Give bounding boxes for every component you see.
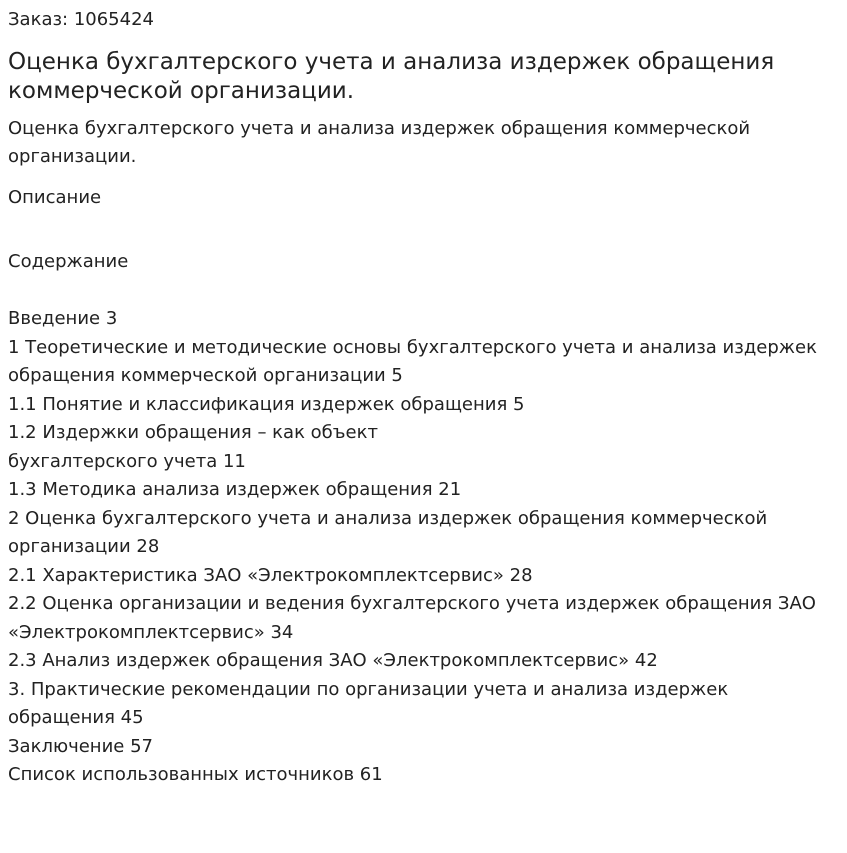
- contents-heading: Содержание: [8, 251, 129, 272]
- toc-item: 2 Оценка бухгалтерского учета и анализа издержек обращения коммерческой организации 28: [8, 507, 768, 557]
- toc-item: 1.1 Понятие и классификация издержек обращения 5: [8, 393, 525, 415]
- toc-item: 2.1 Характеристика ЗАО «Электрокомплектсервис» 28: [8, 564, 533, 586]
- toc-item: 1 Теоретические и методические основы бухгалтерского учета и анализа издержек обращения коммерческой организации 5: [8, 336, 817, 386]
- toc-item: 2.3 Анализ издержек обращения ЗАО «Электрокомплектсервис» 42: [8, 650, 658, 671]
- page-title: Оценка бухгалтерского учета и анализа издержек обращения коммерческой организации.: [8, 49, 775, 104]
- toc-item: 2.2 Оценка организации и ведения бухгалтерского учета издержек обращения ЗАО «Электрокомплектсервис» 34: [8, 593, 816, 643]
- table-of-contents: [8, 305, 838, 790]
- toc-item: бухгалтерского учета 11: [8, 450, 246, 472]
- toc-item: 1.3 Методика анализа издержек обращения 21: [8, 479, 462, 500]
- description-heading: Описание: [8, 187, 102, 208]
- toc-item: 3. Практические рекомендации по организации учета и анализа издержек обращения 45: [8, 678, 729, 728]
- page-subtitle: Оценка бухгалтерского учета и анализа издержек обращения коммерческой организации.: [8, 118, 751, 167]
- toc-item: Введение 3: [8, 308, 118, 329]
- toc-item: 1.2 Издержки обращения – как объект: [8, 422, 378, 443]
- order-number: Заказ: 1065424: [8, 9, 154, 30]
- toc-item: Список использованных источников 61: [8, 764, 383, 785]
- toc-item: Заключение 57: [8, 735, 153, 757]
